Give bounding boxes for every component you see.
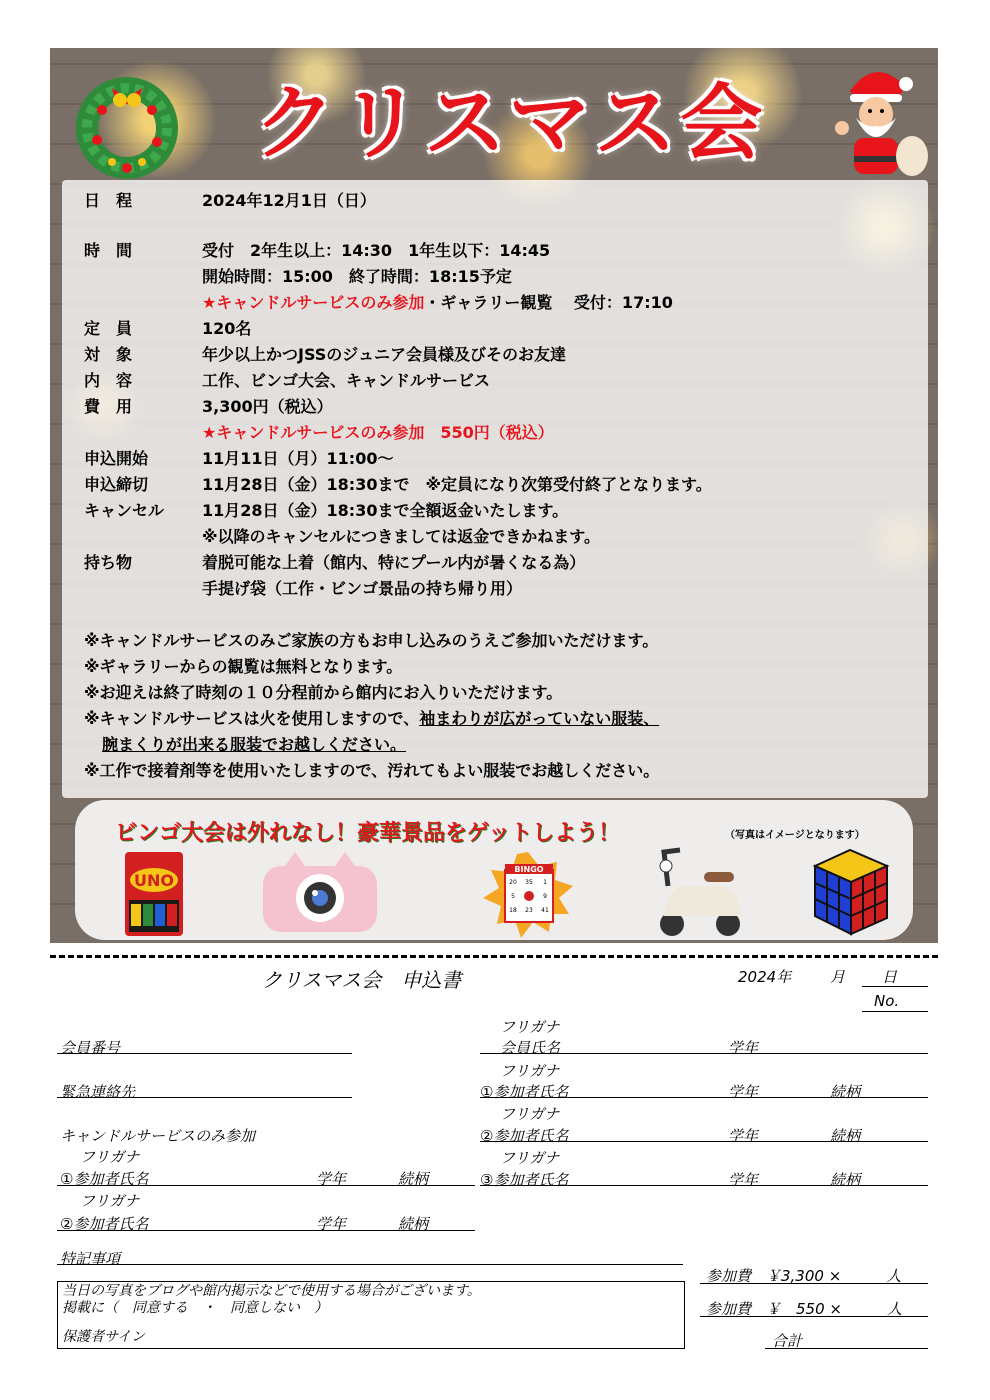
consent-choice[interactable]: 掲載に（ 同意する ・ 同意しない ） <box>62 1300 328 1316</box>
event-poster <box>50 48 938 943</box>
candle-participant-1-label: ①参加者氏名 <box>60 1170 149 1188</box>
svg-text:20: 20 <box>509 879 517 886</box>
schedule-row-fee: 費 用 3,300円（税込） <box>84 397 333 416</box>
candle-participant-2-field[interactable] <box>57 1230 475 1231</box>
participant-2-field[interactable] <box>480 1141 928 1142</box>
svg-text:35: 35 <box>525 879 533 886</box>
prize-banner <box>75 800 913 940</box>
member-no-field[interactable] <box>57 1053 352 1054</box>
participant-1-label: ①参加者氏名 <box>480 1083 569 1101</box>
svg-text:5: 5 <box>511 893 515 900</box>
schedule-row-items: 持ち物 着脱可能な上着（館内、特にプール内が暑くなる為） <box>84 553 586 572</box>
furigana-label: フリガナ <box>500 1149 560 1167</box>
ride-on-scooter-image <box>650 842 750 938</box>
bingo-headline: ビンゴ大会は外れなし！豪華景品をゲットしよう！ <box>115 821 621 846</box>
svg-text:41: 41 <box>541 907 549 914</box>
form-title: クリスマス会 申込書 <box>262 968 462 992</box>
form-day: 日 <box>882 968 898 986</box>
santa-icon <box>820 56 930 186</box>
grade-label: 学年 <box>316 1215 347 1233</box>
schedule-row-candle-fee: ★キャンドルサービスのみ参加 550円（税込） <box>202 423 554 442</box>
schedule-row-apply-deadline: 申込締切 11月28日（金）18:30まで ※定員になり次第受付終了となります。 <box>84 475 712 494</box>
schedule-row-content: 内 容 工作、ビンゴ大会、キャンドルサービス <box>84 371 491 390</box>
svg-text:9: 9 <box>543 893 547 900</box>
fee-regular: 参加費 ￥3,300 × 人 <box>706 1267 902 1285</box>
fee-candle-field[interactable] <box>700 1316 928 1317</box>
furigana-label: フリガナ <box>80 1148 140 1166</box>
total-label: 合計 <box>772 1332 803 1350</box>
schedule-row-capacity: 定 員 120名 <box>84 319 252 338</box>
svg-text:23: 23 <box>525 907 533 914</box>
guardian-sign-label: 保護者サイン <box>62 1329 146 1345</box>
toy-camera-image <box>255 848 385 938</box>
relation-label: 続柄 <box>398 1170 429 1188</box>
note-sleeves: 腕まくりが出来る服装でお越しください。 <box>102 735 407 754</box>
emergency-label: 緊急連絡先 <box>60 1083 136 1101</box>
participant-1-field[interactable] <box>480 1097 928 1098</box>
relation-label: 続柄 <box>830 1083 861 1101</box>
schedule-row-time: 時 間 受付 2年生以上：14:30 1年生以下：14:45 <box>84 241 551 260</box>
photo-caption: （写真はイメージとなります） <box>725 830 865 841</box>
bingo-card-title: BINGO <box>514 865 544 874</box>
grade-label: 学年 <box>728 1083 759 1101</box>
participant-2-label: ②参加者氏名 <box>480 1127 569 1145</box>
grade-label: 学年 <box>728 1127 759 1145</box>
schedule-row-time-2: 開始時間：15:00 終了時間：18:15予定 <box>202 267 512 286</box>
special-notes-field[interactable] <box>57 1264 683 1265</box>
member-name-field[interactable] <box>480 1053 928 1054</box>
note-pickup: ※お迎えは終了時刻の１０分程前から館内にお入りいただけます。 <box>84 683 563 702</box>
puzzle-cube-image <box>805 846 895 938</box>
event-details <box>62 180 928 798</box>
furigana-label: フリガナ <box>500 1105 560 1123</box>
schedule-row-candle-reception: ★キャンドルサービスのみ参加・ギャラリー観覧 受付：17:10 <box>202 293 673 312</box>
schedule-row-target: 対 象 年少以上かつJSSのジュニア会員様及びそのお友達 <box>84 345 566 364</box>
furigana-label: フリガナ <box>500 1018 560 1036</box>
relation-label: 続柄 <box>830 1171 861 1189</box>
schedule-row-apply-start: 申込開始 11月11日（月）11:00～ <box>84 449 394 468</box>
participant-3-label: ③参加者氏名 <box>480 1171 569 1189</box>
form-no: No. <box>874 992 900 1010</box>
note-glue: ※工作で接着剤等を使用いたしますので、汚れてもよい服装でお越しください。 <box>84 761 660 780</box>
furigana-label: フリガナ <box>500 1062 560 1080</box>
furigana-label: フリガナ <box>80 1192 140 1210</box>
relation-label: 続柄 <box>398 1215 429 1233</box>
emergency-field[interactable] <box>57 1097 352 1098</box>
total-field[interactable] <box>765 1348 928 1349</box>
day-line <box>862 986 928 987</box>
no-line[interactable] <box>862 1011 928 1012</box>
fee-candle: 参加費 ￥ 550 × 人 <box>706 1300 902 1318</box>
uno-logo-text: UNO <box>134 871 174 890</box>
grade-label: 学年 <box>316 1170 347 1188</box>
relation-label: 続柄 <box>830 1127 861 1145</box>
note-gallery: ※ギャラリーからの観覧は無料となります。 <box>84 657 403 676</box>
grade-label: 学年 <box>728 1039 759 1057</box>
bingo-card-image <box>483 852 573 938</box>
uno-cards-image <box>123 850 185 938</box>
grade-label: 学年 <box>728 1171 759 1189</box>
member-name-label: 会員氏名 <box>500 1039 561 1057</box>
candle-only-label: キャンドルサービスのみ参加 <box>60 1127 256 1145</box>
candle-participant-1-field[interactable] <box>57 1185 475 1186</box>
svg-text:18: 18 <box>509 907 517 914</box>
special-notes-label: 特記事項 <box>60 1250 121 1268</box>
candle-participant-2-label: ②参加者氏名 <box>60 1215 149 1233</box>
form-year: 2024年 <box>738 968 792 986</box>
participant-3-field[interactable] <box>480 1185 928 1186</box>
schedule-row-items-2: 手提げ袋（工作・ビンゴ景品の持ち帰り用） <box>202 579 523 598</box>
fee-regular-field[interactable] <box>700 1283 928 1284</box>
wreath-icon <box>72 70 182 180</box>
schedule-row-cancel-2: ※以降のキャンセルにつきましては返金できかねます。 <box>202 527 600 546</box>
note-family: ※キャンドルサービスのみご家族の方もお申し込みのうえご参加いただけます。 <box>84 631 659 650</box>
note-fire: ※キャンドルサービスは火を使用しますので、袖まわりが広がっていない服装、 <box>84 709 660 728</box>
poster-title: クリスマス会 <box>253 76 767 171</box>
schedule-row-date: 日 程 2024年12月1日（日） <box>84 191 376 210</box>
photo-usage-note: 当日の写真をブログや館内掲示などで使用する場合がございます。 <box>62 1283 481 1299</box>
schedule-row-cancel: キャンセル 11月28日（金）18:30まで全額返金いたします。 <box>84 501 569 520</box>
form-month: 月 <box>830 968 846 986</box>
member-no-label: 会員番号 <box>60 1039 121 1057</box>
cut-line <box>50 955 938 958</box>
svg-text:1: 1 <box>543 879 547 886</box>
